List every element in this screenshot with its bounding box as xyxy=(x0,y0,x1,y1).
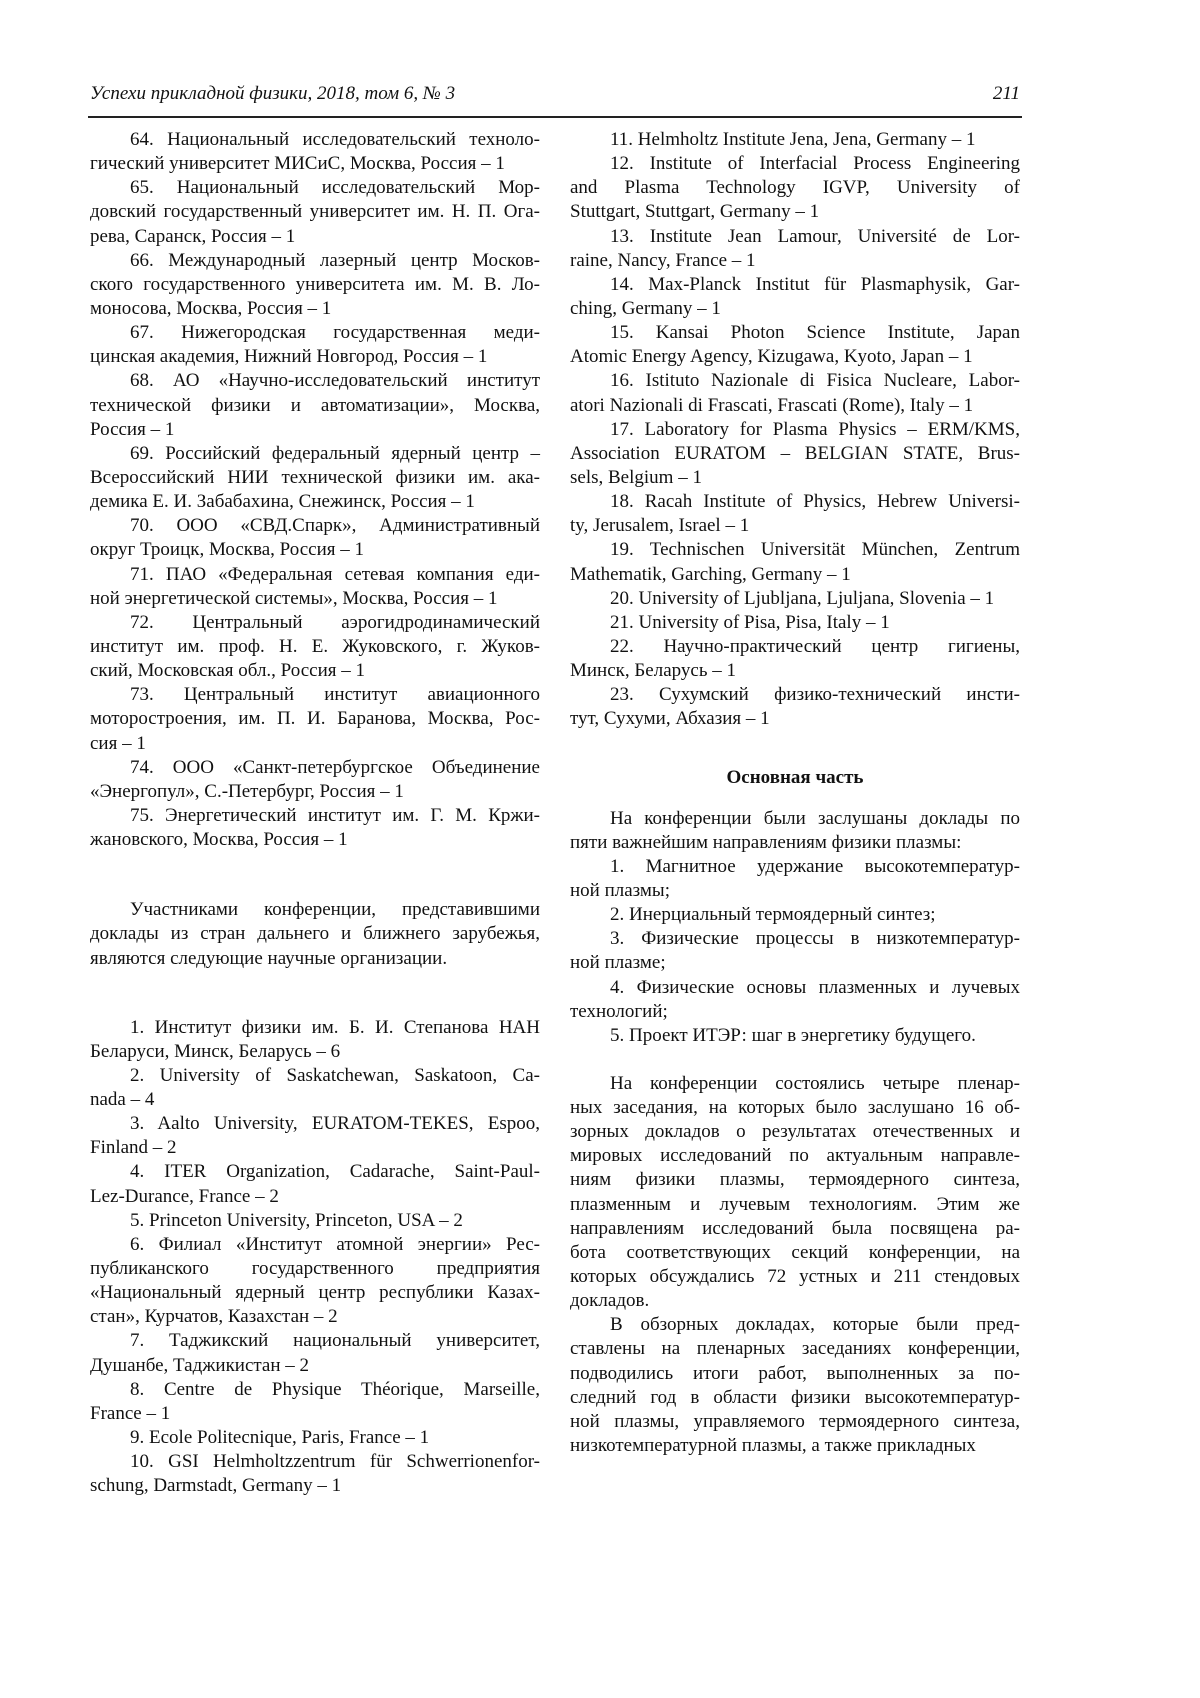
list-item xyxy=(90,176,540,248)
list-item xyxy=(90,563,540,611)
list-item xyxy=(90,683,540,755)
text-line: raine, Nancy, France – 1 xyxy=(570,249,1020,273)
text-line: ставлены на пленарных заседаниях конференции, xyxy=(570,1337,1020,1361)
text-line: мировых исследований по актуальным направле- xyxy=(570,1144,1020,1168)
paragraph xyxy=(570,807,1020,855)
text-line: 2. University of Saskatchewan, Saskatoon, Ca- xyxy=(90,1064,540,1088)
text-line: 3. Физические процессы в низкотемператур- xyxy=(570,927,1020,951)
paragraph xyxy=(570,1024,1020,1048)
text-line: 20. University of Ljubljana, Ljuljana, Slovenia – 1 xyxy=(570,587,1020,611)
foreign-organizations-list-continued xyxy=(570,128,1020,732)
text-line: 73. Центральный институт авиационного xyxy=(90,683,540,707)
list-item xyxy=(90,369,540,441)
text-line: ных заседания, на которых было заслушано 16 об- xyxy=(570,1096,1020,1120)
header-rule xyxy=(88,116,1022,118)
text-line: ty, Jerusalem, Israel – 1 xyxy=(570,514,1020,538)
text-line: публиканского государственного предприятия xyxy=(90,1257,540,1281)
text-line: 7. Таджикский национальный университет, xyxy=(90,1329,540,1353)
text-line: Atomic Energy Agency, Kizugawa, Kyoto, Japan – 1 xyxy=(570,345,1020,369)
text-line: низкотемпературной плазмы, а также прикладных xyxy=(570,1434,1020,1458)
list-item xyxy=(570,683,1020,731)
text-line: ной плазме; xyxy=(570,951,1020,975)
paragraph xyxy=(570,1072,1020,1313)
list-item xyxy=(90,804,540,852)
text-line: цинская академия, Нижний Новгород, Россия – 1 xyxy=(90,345,540,369)
list-item xyxy=(90,1329,540,1377)
left-column xyxy=(90,128,540,1498)
text-line: 14. Max-Planck Institut für Plasmaphysik, Gar- xyxy=(570,273,1020,297)
text-line: 5. Проект ИТЭР: шаг в энергетику будущего. xyxy=(570,1024,1020,1048)
list-item xyxy=(570,321,1020,369)
list-item xyxy=(90,756,540,804)
paragraph xyxy=(570,903,1020,927)
running-header xyxy=(90,83,1020,109)
text-line: 17. Laboratory for Plasma Physics – ERM/KMS, xyxy=(570,418,1020,442)
text-line: Участниками конференции, представившими xyxy=(90,898,540,922)
list-item xyxy=(570,418,1020,490)
text-line: 4. ITER Organization, Cadarache, Saint-Paul- xyxy=(90,1160,540,1184)
text-line: 66. Международный лазерный центр Москов- xyxy=(90,249,540,273)
list-item xyxy=(570,538,1020,586)
text-line: моносова, Москва, Россия – 1 xyxy=(90,297,540,321)
list-item xyxy=(570,587,1020,611)
journal-title: Успехи прикладной физики, 2018, том 6, № 3 xyxy=(90,83,455,104)
list-item xyxy=(570,369,1020,417)
text-line: В обзорных докладах, которые были пред- xyxy=(570,1313,1020,1337)
text-line: технической физики и автоматизации», Москва, xyxy=(90,394,540,418)
text-line: округ Троицк, Москва, Россия – 1 xyxy=(90,538,540,562)
list-item xyxy=(90,1450,540,1498)
right-column xyxy=(570,128,1020,1458)
text-line: направлениям исследований была посвящена ра- xyxy=(570,1217,1020,1241)
text-line: 10. GSI Helmholtzzentrum für Schwerrionenfor- xyxy=(90,1450,540,1474)
text-line: France – 1 xyxy=(90,1402,540,1426)
text-line: 2. Инерциальный термоядерный синтез; xyxy=(570,903,1020,927)
list-item xyxy=(570,490,1020,538)
text-line: являются следующие научные организации. xyxy=(90,947,540,971)
text-line: 15. Kansai Photon Science Institute, Japan xyxy=(570,321,1020,345)
text-line: институт им. проф. Н. Е. Жуковского, г. Жуков- xyxy=(90,635,540,659)
text-line: 75. Энергетический институт им. Г. М. Кржи- xyxy=(90,804,540,828)
text-line: ной энергетической системы», Москва, Россия – 1 xyxy=(90,587,540,611)
text-line: 13. Institute Jean Lamour, Université de Lor- xyxy=(570,225,1020,249)
list-item xyxy=(570,635,1020,683)
text-line: рева, Саранск, Россия – 1 xyxy=(90,225,540,249)
text-line: пяти важнейшим направлениям физики плазмы: xyxy=(570,831,1020,855)
text-line: демика Е. И. Забабахина, Снежинск, Россия – 1 xyxy=(90,490,540,514)
plenary-sessions-text xyxy=(570,1072,1020,1458)
text-line: Минск, Беларусь – 1 xyxy=(570,659,1020,683)
list-item xyxy=(90,514,540,562)
text-line: 16. Istituto Nazionale di Fisica Nucleare, Labor- xyxy=(570,369,1020,393)
text-line: 8. Centre de Physique Théorique, Marseille, xyxy=(90,1378,540,1402)
text-line: зорных докладов о результатах отечественных и xyxy=(570,1120,1020,1144)
text-line: которых обсуждались 72 устных и 211 стендовых xyxy=(570,1265,1020,1289)
list-item xyxy=(570,225,1020,273)
text-line: докладов. xyxy=(570,1289,1020,1313)
text-line: Stuttgart, Stuttgart, Germany – 1 xyxy=(570,200,1020,224)
section-heading: Основная часть xyxy=(570,766,1020,790)
text-line: «Национальный ядерный центр республики Казах- xyxy=(90,1281,540,1305)
text-line: ский, Московская обл., Россия – 1 xyxy=(90,659,540,683)
text-line: Душанбе, Таджикистан – 2 xyxy=(90,1354,540,1378)
text-line: 67. Нижегородская государственная меди- xyxy=(90,321,540,345)
text-line: 9. Ecole Politecnique, Paris, France – 1 xyxy=(90,1426,540,1450)
text-line: 70. ООО «СВД.Спарк», Административный xyxy=(90,514,540,538)
text-line: Беларуси, Минск, Беларусь – 6 xyxy=(90,1040,540,1064)
text-line: Association EURATOM – BELGIAN STATE, Brus- xyxy=(570,442,1020,466)
text-line: 72. Центральный аэрогидродинамический xyxy=(90,611,540,635)
text-line: 1. Магнитное удержание высокотемператур- xyxy=(570,855,1020,879)
text-line: and Plasma Technology IGVP, University of xyxy=(570,176,1020,200)
text-line: 65. Национальный исследовательский Мор- xyxy=(90,176,540,200)
list-item xyxy=(90,1233,540,1330)
text-line: 12. Institute of Interfacial Process Engineering xyxy=(570,152,1020,176)
text-line: Lez-Durance, France – 2 xyxy=(90,1185,540,1209)
text-line: ского государственного университета им. М. В. Ло- xyxy=(90,273,540,297)
text-line: 19. Technischen Universität München, Zentrum xyxy=(570,538,1020,562)
list-item xyxy=(90,611,540,683)
list-item xyxy=(90,1112,540,1160)
text-line: nada – 4 xyxy=(90,1088,540,1112)
list-item xyxy=(90,442,540,514)
text-line: сия – 1 xyxy=(90,732,540,756)
paragraph xyxy=(90,898,540,970)
list-item xyxy=(570,611,1020,635)
text-line: гический университет МИСиС, Москва, Россия – 1 xyxy=(90,152,540,176)
text-line: 11. Helmholtz Institute Jena, Jena, Germany – 1 xyxy=(570,128,1020,152)
text-line: 21. University of Pisa, Pisa, Italy – 1 xyxy=(570,611,1020,635)
text-line: доклады из стран дальнего и ближнего зарубежья, xyxy=(90,922,540,946)
text-line: тут, Сухуми, Абхазия – 1 xyxy=(570,707,1020,731)
text-line: На конференции состоялись четыре пленар- xyxy=(570,1072,1020,1096)
list-item xyxy=(90,1160,540,1208)
list-item xyxy=(90,1426,540,1450)
research-directions xyxy=(570,807,1020,1048)
text-line: стан», Курчатов, Казахстан – 2 xyxy=(90,1305,540,1329)
text-line: «Энергопул», С.-Петербург, Россия – 1 xyxy=(90,780,540,804)
list-item xyxy=(570,273,1020,321)
text-line: schung, Darmstadt, Germany – 1 xyxy=(90,1474,540,1498)
text-line: 74. ООО «Санкт-петербургское Объединение xyxy=(90,756,540,780)
list-item xyxy=(90,1209,540,1233)
text-line: atori Nazionali di Frascati, Frascati (Rome), Italy – 1 xyxy=(570,394,1020,418)
paragraph xyxy=(570,855,1020,903)
foreign-participants-intro xyxy=(90,898,540,970)
text-line: Mathematik, Garching, Germany – 1 xyxy=(570,563,1020,587)
text-line: 4. Физические основы плазменных и лучевых xyxy=(570,976,1020,1000)
russian-organizations-list xyxy=(90,128,540,852)
list-item xyxy=(90,128,540,176)
text-line: Finland – 2 xyxy=(90,1136,540,1160)
paragraph xyxy=(570,976,1020,1024)
paragraph xyxy=(570,1313,1020,1458)
text-line: ной плазмы, управляемого термоядерного синтеза, xyxy=(570,1410,1020,1434)
text-line: жановского, Москва, Россия – 1 xyxy=(90,828,540,852)
list-item xyxy=(90,1064,540,1112)
list-item xyxy=(570,152,1020,224)
foreign-organizations-list xyxy=(90,1016,540,1499)
list-item xyxy=(570,128,1020,152)
text-line: 18. Racah Institute of Physics, Hebrew Universi- xyxy=(570,490,1020,514)
list-item xyxy=(90,1378,540,1426)
page-number: 211 xyxy=(993,83,1020,105)
text-line: плазменным и лучевым технологиям. Этим же xyxy=(570,1193,1020,1217)
text-line: ной плазмы; xyxy=(570,879,1020,903)
text-line: моторостроения, им. П. И. Баранова, Москва, Рос- xyxy=(90,707,540,731)
list-item xyxy=(90,321,540,369)
text-line: технологий; xyxy=(570,1000,1020,1024)
text-line: sels, Belgium – 1 xyxy=(570,466,1020,490)
text-line: 23. Сухумский физико-технический инсти- xyxy=(570,683,1020,707)
text-line: 68. АО «Научно-исследовательский институт xyxy=(90,369,540,393)
text-line: бота соответствующих секций конференции, на xyxy=(570,1241,1020,1265)
text-line: подводились итоги работ, выполненных за по- xyxy=(570,1362,1020,1386)
text-line: ching, Germany – 1 xyxy=(570,297,1020,321)
text-line: 22. Научно-практический центр гигиены, xyxy=(570,635,1020,659)
text-line: 71. ПАО «Федеральная сетевая компания еди- xyxy=(90,563,540,587)
text-line: 64. Национальный исследовательский техноло- xyxy=(90,128,540,152)
list-item xyxy=(90,249,540,321)
text-line: 6. Филиал «Институт атомной энергии» Рес- xyxy=(90,1233,540,1257)
text-line: 1. Институт физики им. Б. И. Степанова НАН xyxy=(90,1016,540,1040)
text-line: Всероссийский НИИ технической физики им. ака- xyxy=(90,466,540,490)
text-line: следний год в области физики высокотемператур- xyxy=(570,1386,1020,1410)
text-line: довский государственный университет им. Н. П. Ога- xyxy=(90,200,540,224)
text-line: ниям физики плазмы, термоядерного синтеза, xyxy=(570,1168,1020,1192)
list-item xyxy=(90,1016,540,1064)
text-line: На конференции были заслушаны доклады по xyxy=(570,807,1020,831)
text-line: 69. Российский федеральный ядерный центр – xyxy=(90,442,540,466)
text-line: Россия – 1 xyxy=(90,418,540,442)
text-line: 3. Aalto University, EURATOM-TEKES, Espoo, xyxy=(90,1112,540,1136)
text-line: 5. Princeton University, Princeton, USA – 2 xyxy=(90,1209,540,1233)
paragraph xyxy=(570,927,1020,975)
